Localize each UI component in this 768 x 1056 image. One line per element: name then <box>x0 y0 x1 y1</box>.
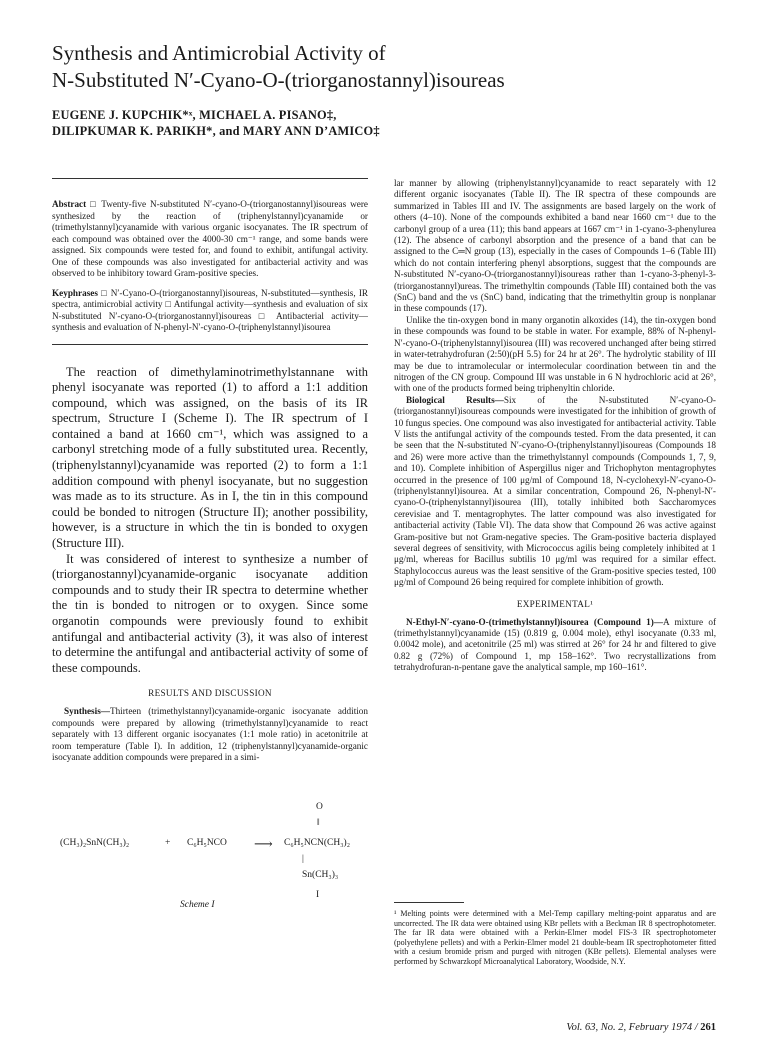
scheme-i <box>52 800 372 910</box>
footnote <box>394 902 716 967</box>
synthesis-text: Thirteen (trimethylstannyl)cyanamide-organic isocyanate addition compounds were prepared by allowing (trimethylstannyl)cyanamide to react separately with 13 different organic isocyanates (1:1 mole ratio) in acetonitrile at room temperature (Table I). In addition, 12 (triphenylstannyl)cyanamide-organic isocyanate addition compounds were prepared in a simi- <box>52 706 368 762</box>
scheme-product: C₆H₅NCN(CH₃)₂ <box>284 838 351 848</box>
intro-paragraph-1: The reaction of dimethylaminotrimethylstannane with phenyl isocyanate was reported (1) to afford a 1:1 addition compound, which was assigned, on the basis of its IR spectrum, Structure I (Scheme I). The IR spectrum of I contained a band at 1660 cm⁻¹, which was assigned to a carbonyl stretching mode of a fully substituted urea. Recently, (triphenylstannyl)cyanamide was reported (2) to form a 1:1 addition compound with phenyl isocyanate, but no suggestion was made as to its structure. As in I, the tin in this compound could be bonded to nitrogen (Structure II); another possibility, however, is a structure in which the tin is bonded to oxygen (Structure III). <box>52 364 368 551</box>
right-column <box>394 178 716 674</box>
title-line-2: N-Substituted N′-Cyano-O-(triorganostannyl)isoureas <box>52 68 505 92</box>
abstract-label: Abstract □ <box>52 199 98 209</box>
compound-1-label: N-Ethyl-N′-cyano-O-(trimethylstannyl)isourea (Compound 1)— <box>406 616 664 627</box>
synthesis-label: Synthesis— <box>64 706 110 717</box>
page-footer <box>520 1022 716 1033</box>
author-list <box>52 107 712 139</box>
scheme-caption: Scheme I <box>180 900 215 910</box>
title-line-1: Synthesis and Antimicrobial Activity of <box>52 41 386 65</box>
scheme-compound-label: I <box>316 890 320 900</box>
journal-citation: Vol. 63, No. 2, February 1974 / <box>566 1022 698 1033</box>
scheme-oxygen: O <box>316 802 323 812</box>
right-paragraph-1: lar manner by allowing (triphenylstannyl)cyanamide to react separately with 12 different organic isocyanates (Table II). The IR spectra of these compounds are summarized in Tables III and IV. The assignments are based largely on the work of others (4–10). None of the compounds exhibited a band near 1660 cm⁻¹ due to the carbonyl group of a urea (11); this band appears at 1667 cm⁻¹ in 1-cyano-3-phenylurea (12). The absence of carbonyl absorption and the presence of a band that can be assigned to the C═N group (13), especially in the cases of Compounds 1–6 (Table III) which do not contain interfering phenyl absorptions, suggest that the compounds are N-substituted N′-cyano-O-(triorganostannyl)isoureas rather than 1-cyano-3-phenyl-3-(triorganostannyl)ureas. The trimethyltin compounds (Table III) contained both the νas (SnC) band and the νs (SnC) band, indicating that the trimethyltin group is nonplanar in these compounds (17). <box>394 178 716 314</box>
abstract-text: Twenty-five N-substituted N′-cyano-O-(triorganostannyl)isoureas were synthesized by the reaction of (triphenylstannyl)cyanamide or (trimethylstannyl)cyanamide with various organic isocyanates. The IR spectrum of each compound was obtained over the 4000-30 cm⁻¹ range, and some bands were assigned. Six compounds were tested for, and found to exhibit, antifungal activity. One of these compounds was also investigated for antibacterial activity and was observed to be inhibitory toward Gram-positive species. <box>52 199 368 278</box>
left-column <box>52 178 368 763</box>
scheme-plus: + <box>165 838 171 848</box>
intro-paragraph-2: It was considered of interest to synthesize a number of (triorganostannyl)cyanamide-organic isocyanate addition compounds and to study their IR spectra to determine whether the tin is bonded to nitrogen or to oxygen. Since some organotin compounds were previously found to exhibit antifungal and antibacterial activity (3), it was also of interest to determine the antifungal and antibacterial activity of some of these compounds. <box>52 551 368 675</box>
synthesis-section <box>52 706 368 763</box>
article-title <box>52 40 712 94</box>
introduction <box>52 365 368 677</box>
keyphrases <box>52 288 368 334</box>
abstract <box>52 199 368 280</box>
keyphrases-label: Keyphrases □ <box>52 287 108 298</box>
scheme-substituent: Sn(CH₃)₃ <box>302 870 339 880</box>
scheme-reactant-1: (CH₃)₂SnN(CH₃)₂ <box>60 838 130 848</box>
keyphrases-text: N′-Cyano-O-(triorganostannyl)isoureas, N-substituted—synthesis, IR spectra, antimicrobial activity □ Antifungal activity—synthesis and evaluation of six N-substituted N′-cyano-O-(triorganostannyl)isoureas □ Antibacterial activity—synthesis and evaluation of N-phenyl-N′-cyano-O-(triphenylstannyl)isourea <box>52 287 369 332</box>
experimental-heading: EXPERIMENTAL¹ <box>516 598 594 609</box>
scheme-reactant-2: C₆H₅NCO <box>187 838 227 848</box>
scheme-single-bond: | <box>302 854 304 864</box>
compound-1-text: A mixture of (trimethylstannyl)cyanamide (15) (0.819 g, 0.004 mole), ethyl isocyanate (0.33 ml, 0.0042 mole), and acetonitrile (25 ml) was stirred at 26° for 24 hr and filtered to give 0.82 g (72%) of Compound 1, mp 158–162°. Two recrystallizations from tetrahydrofuran-n-pentane gave the analytical sample, mp 160–161°. <box>394 616 716 673</box>
biological-results-text: Six of the N-substituted N′-cyano-O-(triorganostannyl)isoureas compounds were investigated for the inhibition of growth of 10 fungus species. One compound was also investigated for antibacterial activity. Table V lists the antifungal activity of the compounds tested. From the data presented, it can be seen that the N-substituted N′-cyano-O-(triphenylstannyl)isoureas (Compounds 18 and 26) were more active than the trimethylstannyl compounds (Compounds 1, 7, 9, and 10). Complete inhibition of Aspergillus niger and Trichophyton mentagrophytes occurred in the presence of 100 μg/ml of Compound 18, N-cyclohexyl-N′-cyano-O-(triphenylstannyl)isourea. At a similar concentration, Compound 26, N-phenyl-N′-cyano-O-(triphenylstannyl)isourea (III), totally inhibited both Saccharomyces cerevisiae and T. mentagrophytes. The latter compound was also investigated for antibacterial activity (Table VI). The data show that Compound 26 was active against Gram-positive but not Gram-negative species. The Gram-positive bacteria displayed several degrees of sensitivity, with Micrococcus agilis being completely inhibited at 1 μg/ml, whereas for Bacillus subtilis 10 μg/ml was required for a similar effect. Staphylococcus aureus was the least sensitive of the Gram-positive species tested, 100 μg/ml of Compound 26 being required for complete inhibition of growth. <box>394 394 716 588</box>
footnote-rule <box>394 902 464 903</box>
abstract-top-rule <box>52 178 368 179</box>
scheme-arrow: ⟶ <box>254 836 273 851</box>
scheme-double-bond: ‖ <box>317 818 320 828</box>
experimental-section <box>394 617 716 674</box>
abstract-bottom-rule <box>52 344 368 345</box>
biological-results-label: Biological Results— <box>406 394 504 405</box>
footnote-text: ¹ Melting points were determined with a Mel-Temp capillary melting-point apparatus and are uncorrected. The IR data were obtained using KBr pellets with a Beckman IR 8 spectrophotometer. The far IR data were obtained with a Perkin-Elmer model FIS-3 IR spectrophotometer (polyethylene pellets) and with a Perkin-Elmer model 21 double-beam IR spectrophotometer fitted with a cesium bromide prism and purged with nitrogen (KBr pellets). Elemental analyses were performed by Schwarzkopf Microanalytical Laboratory, Woodside, N.Y. <box>394 909 716 966</box>
authors-line-2: DILIPKUMAR K. PARIKH*, and MARY ANN D’AMICO‡ <box>52 124 380 138</box>
results-heading: RESULTS AND DISCUSSION <box>148 688 272 699</box>
right-paragraph-2: Unlike the tin-oxygen bond in many organotin alkoxides (14), the tin-oxygen bond in these compounds was found to be stable in water. For example, 88% of N-phenyl-N′-cyano-O-(triphenylstannyl)isourea (III) was recovered unchanged after being stirred in water-tetrahydrofuran (2:50)(pH 5.5) for 24 hr at 26°. The hydrolytic stability of III may be due to intramolecular or intermolecular coordination between tin and the nitrogen of the CN group. Compound III was unstable in 6 N hydrochloric acid at 26°, with one of the products formed being triphenyltin chloride. <box>394 314 716 394</box>
page-number: 261 <box>700 1022 716 1033</box>
authors-line-1: EUGENE J. KUPCHIK*ˣ, MICHAEL A. PISANO‡, <box>52 108 337 122</box>
discussion-continued <box>394 178 716 589</box>
